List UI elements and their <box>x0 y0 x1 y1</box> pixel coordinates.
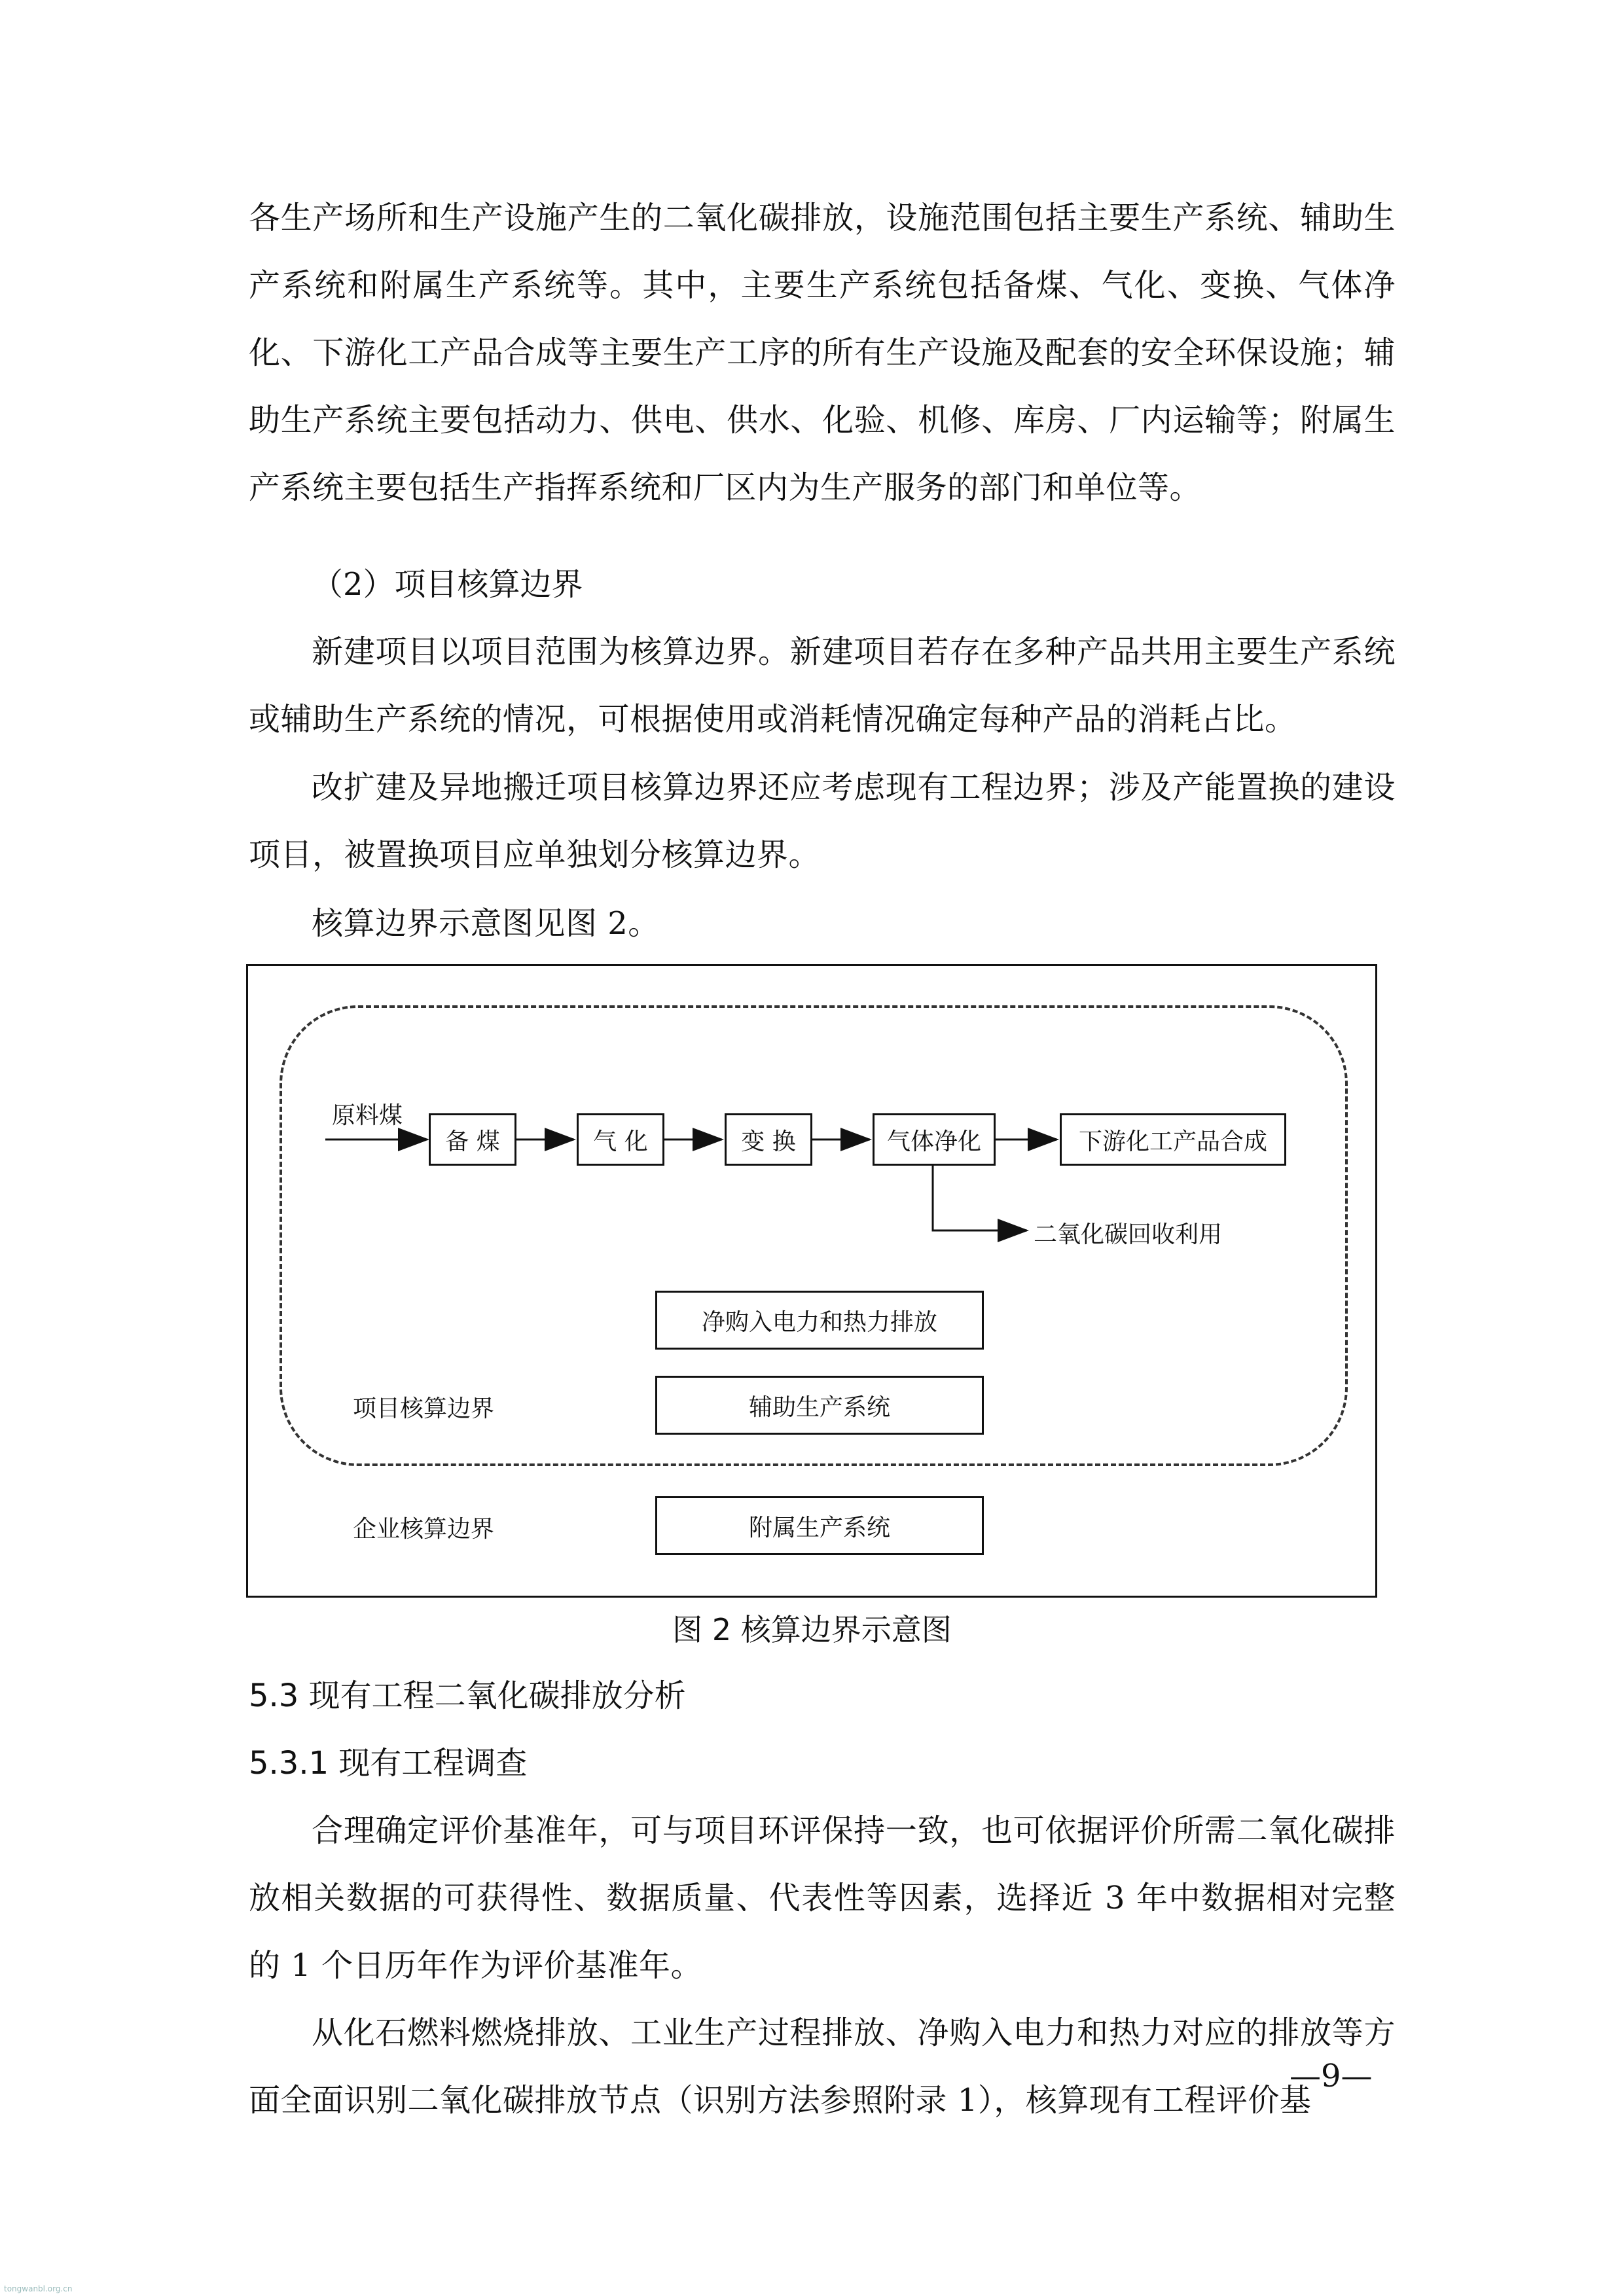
watermark: tongwanbl.org.cn <box>4 2284 73 2293</box>
raw-coal-label: 原料煤 <box>332 1102 403 1129</box>
coal-prep-box: 备 煤 <box>429 1113 516 1166</box>
purchased-power-heat-box: 净购入电力和热力排放 <box>655 1291 984 1350</box>
project-boundary-label: 项目核算边界 <box>353 1395 495 1422</box>
paragraph-3: 改扩建及异地搬迁项目核算边界还应考虑现有工程边界；涉及产能置换的建设项目，被置换项目应单独划分核算边界。 <box>249 769 1396 873</box>
gasification-box: 气 化 <box>577 1113 664 1166</box>
auxiliary-system-box: 辅助生产系统 <box>655 1376 984 1435</box>
shift-box: 变 换 <box>725 1113 812 1166</box>
paragraph-1: 各生产场所和生产设施产生的二氧化碳排放，设施范围包括主要生产系统、辅助生产系统和附属生产系统等。其中，主要生产系统包括备煤、气化、变换、气体净化、下游化工产品合成等主要生产工序的所有生产设施及配套的安全环保设施；辅助生产系统主要包括动力、供电、供水、化验、机修、库房、厂内运输等；附属生产系统主要包括生产指挥系统和厂区内为生产服务的部门和单位等。 <box>249 200 1396 506</box>
section-5-3-1-heading: 5.3.1 现有工程调查 <box>249 1745 528 1782</box>
paragraph-2: 新建项目以项目范围为核算边界。新建项目若存在多种产品共用主要生产系统或辅助生产系统的情况，可根据使用或消耗情况确定每种产品的消耗占比。 <box>249 634 1396 738</box>
paragraph-6: 从化石燃料燃烧排放、工业生产过程排放、净购入电力和热力对应的排放等方面全面识别二氧化碳排放节点（识别方法参照附录 1），核算现有工程评价基 <box>249 2015 1396 2119</box>
section-5-3-heading: 5.3 现有工程二氧化碳排放分析 <box>249 1677 686 1714</box>
figure-caption: 图 2 核算边界示意图 <box>672 1612 952 1647</box>
paragraph-5: 合理确定评价基准年，可与项目环评保持一致，也可依据评价所需二氧化碳排放相关数据的可获得性、数据质量、代表性等因素，选择近 3 年中数据相对完整的 1 个日历年作为评价基准年。 <box>249 1812 1396 1984</box>
arrow-co2-branch <box>933 1164 1027 1230</box>
paragraph-4: 核算边界示意图见图 2。 <box>312 905 660 942</box>
page-number: —9— <box>1290 2058 1373 2094</box>
co2-recovery-label: 二氧化碳回收利用 <box>1034 1221 1223 1248</box>
affiliated-system-box: 附属生产系统 <box>655 1496 984 1555</box>
gas-purification-box: 气体净化 <box>873 1113 996 1166</box>
subsection-2-title: （2）项目核算边界 <box>312 566 583 603</box>
downstream-synthesis-box: 下游化工产品合成 <box>1060 1113 1286 1166</box>
accounting-boundary-diagram <box>246 964 1377 1598</box>
enterprise-boundary-label: 企业核算边界 <box>353 1516 495 1543</box>
